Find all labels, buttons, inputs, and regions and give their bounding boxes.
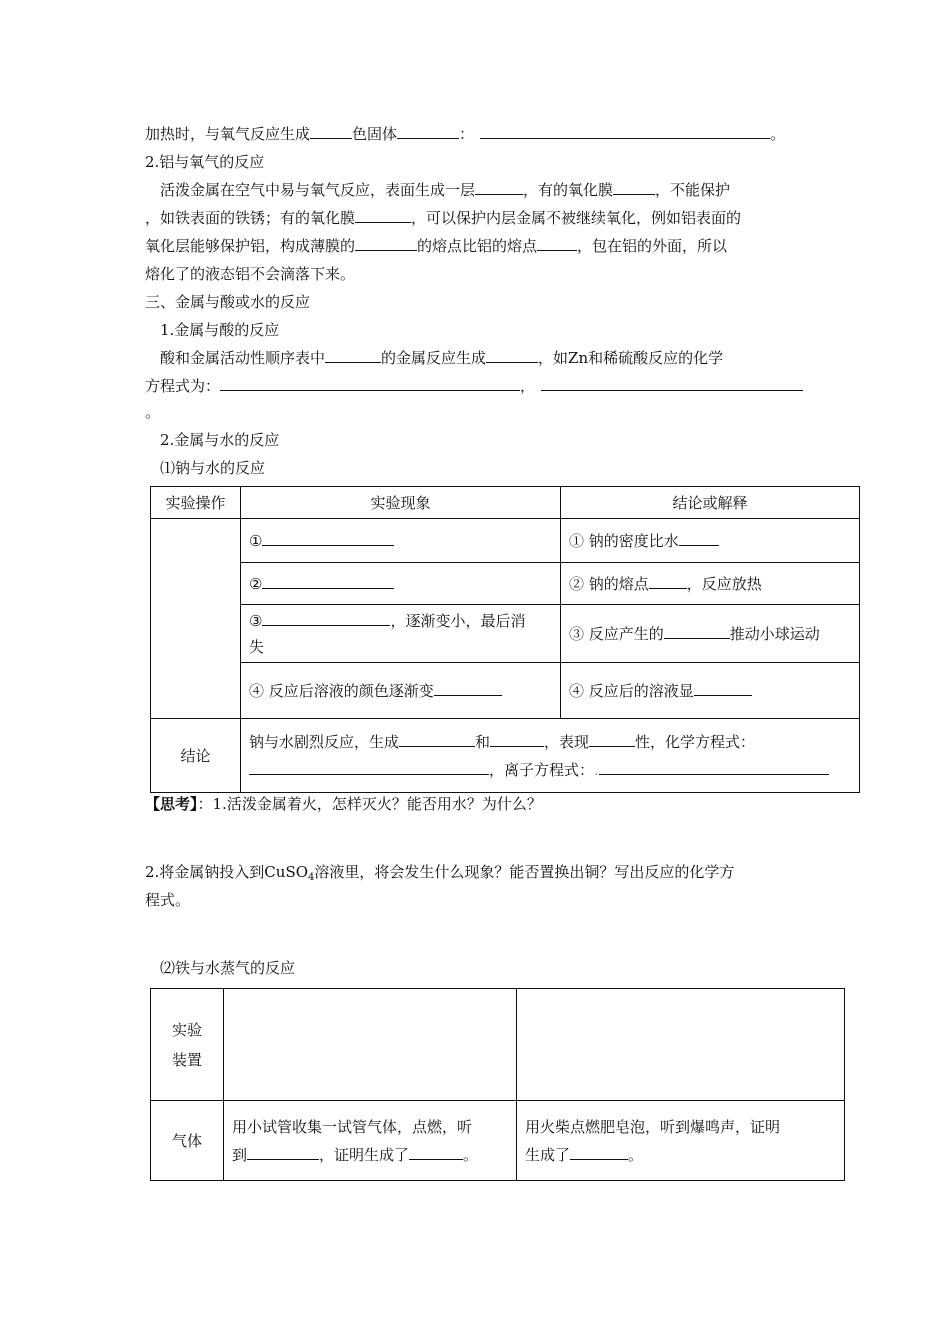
acid-line2: 方程式为： ，	[145, 376, 803, 396]
conclusion-label: 结论	[151, 719, 241, 793]
para-al-line4: 熔化了的液态铝不会滴落下来。	[145, 265, 356, 283]
section-title-sodium-water: ⑴钠与水的反应	[160, 459, 266, 477]
think-q2-line2: 程式。	[145, 891, 191, 909]
header-phenomenon: 实验现象	[241, 487, 561, 519]
think-q2-line1: 2.将金属钠投入到CuSO$_4$溶液里，将会发生什么现象？能否置换出铜？写出反应的化学方	[145, 863, 735, 883]
sodium-water-table	[150, 486, 860, 793]
phenomenon-3: ③ ，逐渐变小，最后消 失	[241, 605, 561, 663]
section-title-al-oxygen: 2.铝与氧气的反应	[145, 153, 265, 171]
explanation-2: ② 钠的熔点 ，反应放热	[561, 563, 860, 605]
phenomenon-1: ①	[241, 519, 561, 563]
para-al-line3: 氧化层能够保护铝，构成薄膜的 的熔点比铝的熔点 ，包在铝的外面，所以	[145, 237, 728, 255]
apparatus-cell-2	[517, 989, 845, 1101]
gas-test-2: 用火柴点燃肥皂泡，听到爆鸣声，证明 生成了 。	[517, 1101, 845, 1181]
header-operation: 实验操作	[151, 487, 241, 519]
think-q1: 【思考】：1.活泼金属着火，怎样灭火？能否用水？为什么？	[145, 795, 542, 813]
table-row	[151, 663, 860, 719]
explanation-3: ③ 反应产生的 推动小球运动	[561, 605, 860, 663]
conclusion-cell: 钠与水剧烈反应，生成 和 ，表现 性，化学方程式： ，离子方程式：.	[241, 719, 860, 793]
header-conclusion: 结论或解释	[561, 487, 860, 519]
iron-steam-table	[150, 988, 845, 1181]
line-1: 加热时，与氧气反应生成 色固体 ： 。	[145, 125, 786, 143]
table-row	[151, 719, 860, 793]
explanation-1: ① 钠的密度比水	[561, 519, 860, 563]
section-title-3-1: 1.金属与酸的反应	[160, 321, 280, 339]
operation-cell	[151, 519, 241, 719]
table-row	[151, 563, 860, 605]
table-header-row	[151, 487, 860, 519]
phenomenon-2: ②	[241, 563, 561, 605]
acid-line3: 。	[145, 403, 161, 421]
phenomenon-4: ④ 反应后溶液的颜色逐渐变	[241, 663, 561, 719]
table-row	[151, 989, 845, 1101]
section-title-iron-steam: ⑵铁与水蒸气的反应	[160, 959, 296, 977]
gas-test-1: 用小试管收集一试管气体，点燃，听 到 ，证明生成了 。	[224, 1101, 517, 1181]
apparatus-label: 实验 装置	[151, 989, 224, 1101]
para-al-line2: ，如铁表面的铁锈；有的氧化膜 ，可以保护内层金属不被继续氧化，例如铝表面的	[145, 209, 742, 227]
acid-line1: 酸和金属活动性顺序表中 的金属反应生成 ，如Zn和稀硫酸反应的化学	[160, 349, 724, 367]
section-title-3: 三、金属与酸或水的反应	[145, 293, 311, 311]
table-row	[151, 605, 860, 663]
section-title-3-2: 2.金属与水的反应	[160, 431, 280, 449]
apparatus-cell-1	[224, 989, 517, 1101]
gas-label: 气体	[151, 1101, 224, 1181]
explanation-4: ④ 反应后的溶液显	[561, 663, 860, 719]
para-al-line1: 活泼金属在空气中易与氧气反应，表面生成一层 ，有的氧化膜 ，不能保护	[160, 181, 731, 199]
table-row	[151, 519, 860, 563]
table-row	[151, 1101, 845, 1181]
